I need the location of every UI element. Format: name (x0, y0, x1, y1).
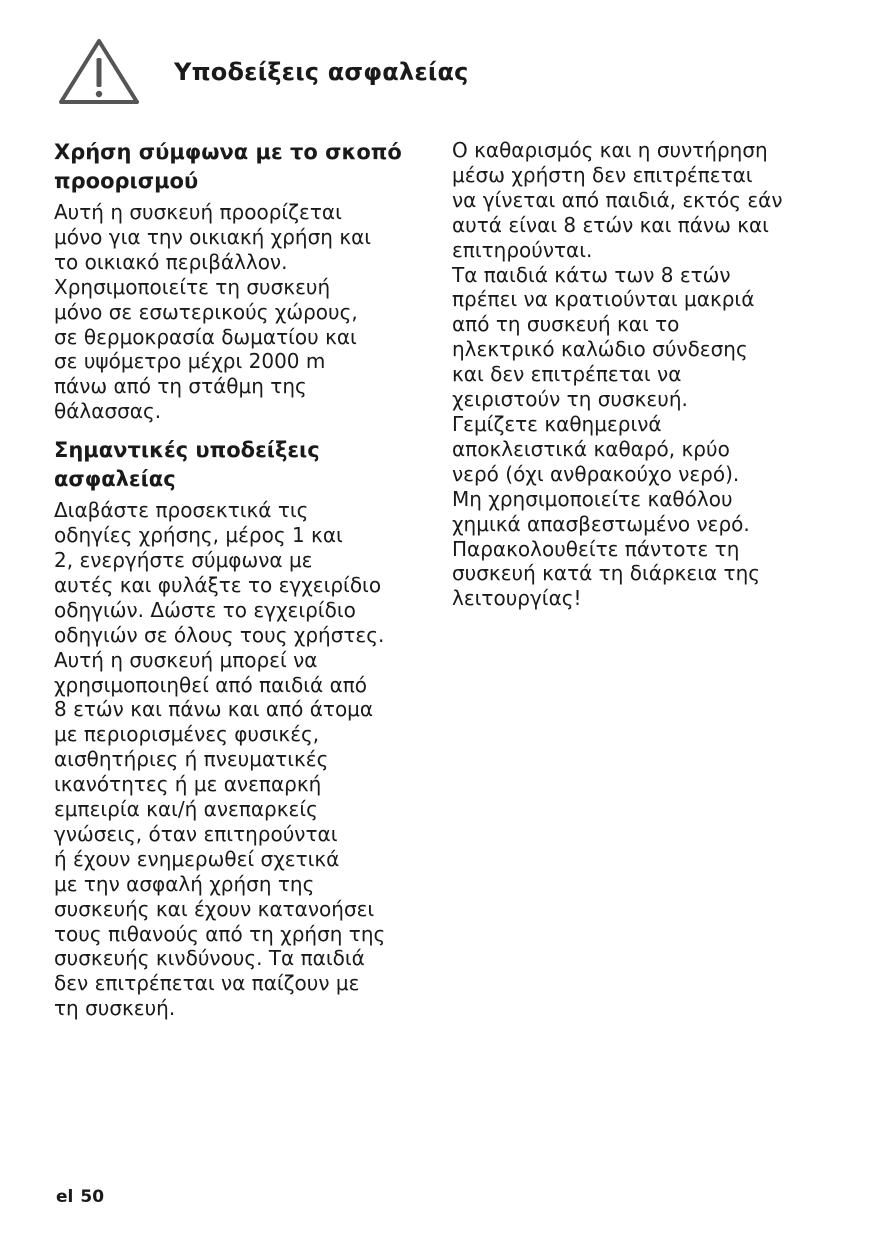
text-line: μέσω χρήστη δεν επιτρέπεται (452, 162, 753, 187)
text-line: σε υψόμετρο μέχρι 2000 m (54, 349, 326, 374)
text-line: χημικά απασβεστωμένο νερό. (452, 511, 750, 536)
section-body-intended-use (54, 200, 439, 424)
text-line: χειριστούν τη συσκευή. (452, 387, 688, 412)
page-footer (56, 1187, 111, 1207)
section-body-safety-notes (54, 498, 439, 1021)
heading-line: ασφαλείας (54, 467, 176, 492)
text-line: Διαβάστε προσεκτικά τις (54, 498, 309, 523)
section-heading-safety-notes (54, 436, 439, 494)
heading-line: Σημαντικές υποδείξεις (54, 438, 320, 463)
right-column (452, 138, 832, 611)
text-line: να γίνεται από παιδιά, εκτός εάν (452, 187, 783, 212)
text-line: σε θερμοκρασία δωματίου και (54, 324, 357, 349)
section-body-children-and-water (452, 138, 832, 611)
text-line: εμπειρία και/ή ανεπαρκείς (54, 797, 318, 822)
text-line: 8 ετών και πάνω και από άτομα (54, 697, 374, 722)
text-line: λειτουργίας! (452, 586, 582, 611)
text-line: νερό (όχι ανθρακούχο νερό). (452, 461, 740, 486)
text-line: γνώσεις, όταν επιτηρούνται (54, 821, 338, 846)
text-line: πρέπει να κρατιούνται μακριά (452, 287, 755, 312)
text-line: επιτηρούνται. (452, 237, 593, 262)
text-line: μόνο για την οικιακή χρήση και (54, 224, 372, 249)
text-line: 2, ενεργήστε σύμφωνα με (54, 547, 313, 572)
text-line: τους πιθανούς από τη χρήση της (54, 921, 386, 946)
text-line: οδηγιών. Δώστε το εγχειρίδιο (54, 597, 356, 622)
page-title: Υποδείξεις ασφαλείας (174, 58, 469, 86)
text-line: Χρησιμοποιείτε τη συσκευή (54, 274, 331, 299)
text-line: ικανότητες ή με ανεπαρκή (54, 772, 322, 797)
text-line: ηλεκτρικό καλώδιο σύνδεσης (452, 337, 748, 362)
text-line: συσκευής και έχουν κατανοήσει (54, 896, 375, 921)
text-line: θάλασσας. (54, 399, 162, 424)
text-line: συσκευή κατά τη διάρκεια της (452, 561, 760, 586)
text-line: το οικιακό περιβάλλον. (54, 249, 288, 274)
text-line: πάνω από τη στάθμη της (54, 374, 307, 399)
text-line: με περιορισμένες φυσικές, (54, 722, 320, 747)
text-line: με την ασφαλή χρήση της (54, 871, 315, 896)
text-line: δεν επιτρέπεται να παίζουν με (54, 971, 360, 996)
text-line: αυτά είναι 8 ετών και πάνω και (452, 212, 769, 237)
text-line: Γεμίζετε καθημερινά (452, 411, 662, 436)
text-line: αποκλειστικά καθαρό, κρύο (452, 436, 730, 461)
text-line: Ο καθαρισμός και η συντήρηση (452, 138, 768, 162)
text-line: οδηγιών σε όλους τους χρήστες. (54, 622, 385, 647)
warning-triangle-icon (56, 36, 142, 106)
text-line: και δεν επιτρέπεται να (452, 362, 682, 387)
heading-line: Χρήση σύμφωνα με το σκοπό (54, 140, 402, 164)
text-line: μόνο σε εσωτερικούς χώρους, (54, 299, 358, 324)
language-code: el (56, 1187, 74, 1207)
left-column (54, 138, 439, 1021)
text-line: από τη συσκευή και το (452, 312, 680, 337)
text-line: συσκευής κινδύνους. Τα παιδιά (54, 946, 365, 971)
section-heading-intended-use (54, 138, 439, 196)
text-line: χρησιμοποιηθεί από παιδιά από (54, 672, 368, 697)
text-line: Αυτή η συσκευή προορίζεται (54, 200, 342, 224)
text-line: ή έχουν ενημερωθεί σχετικά (54, 846, 340, 871)
text-line: Παρακολουθείτε πάντοτε τη (452, 536, 740, 561)
heading-line: προορισμού (54, 169, 199, 193)
text-line: αυτές και φυλάξτε το εγχειρίδιο (54, 572, 382, 597)
text-line: Μη χρησιμοποιείτε καθόλου (452, 486, 733, 511)
text-line: τη συσκευή. (54, 996, 176, 1021)
text-line: Τα παιδιά κάτω των 8 ετών (452, 262, 731, 287)
text-line: Αυτή η συσκευή μπορεί να (54, 647, 318, 672)
text-line: οδηγίες χρήσης, μέρος 1 και (54, 523, 343, 548)
page-number: 50 (80, 1187, 105, 1207)
text-line: αισθητήριες ή πνευματικές (54, 747, 329, 772)
